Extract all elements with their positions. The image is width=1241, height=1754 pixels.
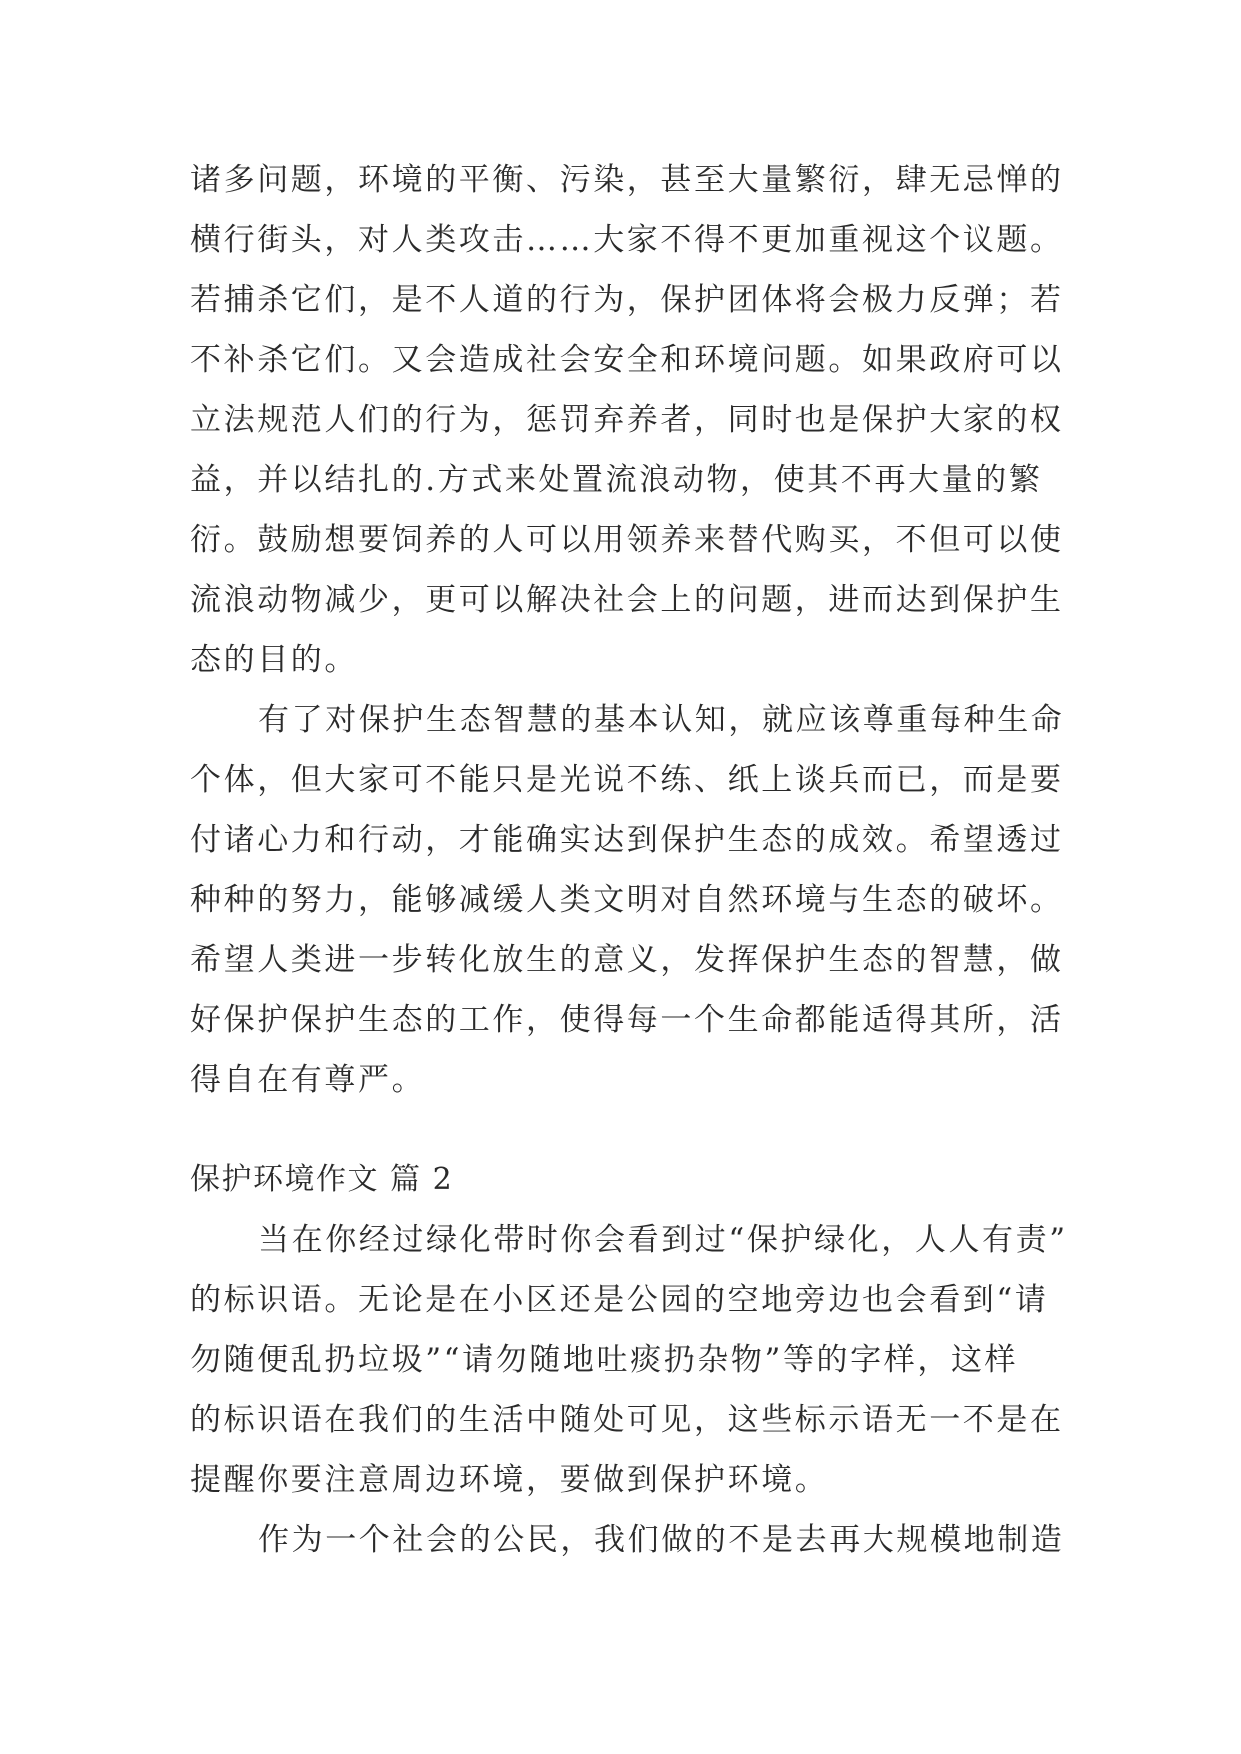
paragraph-first-line: 当在你经过绿化带时你会看到过“保护绿化，人人有责”	[258, 1222, 1068, 1258]
text-line: 态的目的。	[190, 642, 358, 678]
paragraph-first-line: 作为一个社会的公民，我们做的不是去再大规模地制造	[258, 1522, 1065, 1558]
text-line: 付诸心力和行动，才能确实达到保护生态的成效。希望透过	[190, 822, 1064, 858]
text-line: 的标识语。无论是在小区还是公园的空地旁边也会看到“请	[190, 1282, 1049, 1318]
text-line: 种种的努力，能够减缓人类文明对自然环境与生态的破坏。	[190, 882, 1064, 918]
section-1-body	[190, 150, 1070, 1110]
text-line: 得自在有尊严。	[190, 1062, 426, 1098]
text-line: 好保护保护生态的工作，使得每一个生命都能适得其所，活	[190, 1002, 1064, 1038]
text-line: 益，并以结扎的.方式来处置流浪动物，使其不再大量的繁	[190, 462, 1043, 498]
section-heading: 保护环境作文 篇 2	[190, 1162, 454, 1197]
text-line: 的标识语在我们的生活中随处可见，这些标示语无一不是在	[190, 1402, 1064, 1438]
text-line: 个体，但大家可不能只是光说不练、纸上谈兵而已，而是要	[190, 762, 1064, 798]
text-line: 勿随便乱扔垃圾”“请勿随地吐痰扔杂物”等的字样，这样	[190, 1342, 1019, 1378]
text-line: 若捕杀它们，是不人道的行为，保护团体将会极力反弹；若	[190, 282, 1064, 318]
text-line: 提醒你要注意周边环境，要做到保护环境。	[190, 1462, 829, 1498]
text-line: 希望人类进一步转化放生的意义，发挥保护生态的智慧，做	[190, 942, 1064, 978]
text-line: 横行街头，对人类攻击……大家不得不更加重视这个议题。	[190, 222, 1064, 258]
text-line: 立法规范人们的行为，惩罚弃养者，同时也是保护大家的权	[190, 402, 1064, 438]
text-line: 衍。鼓励想要饲养的人可以用领养来替代购买，不但可以使	[190, 522, 1064, 558]
section-2-body	[190, 1210, 1070, 1570]
paragraph-first-line: 有了对保护生态智慧的基本认知，就应该尊重每种生命	[258, 702, 1065, 738]
text-line: 诸多问题，环境的平衡、污染，甚至大量繁衍，肆无忌惮的	[190, 162, 1064, 198]
text-line: 不补杀它们。又会造成社会安全和环境问题。如果政府可以	[190, 342, 1064, 378]
text-line: 流浪动物减少，更可以解决社会上的问题，进而达到保护生	[190, 582, 1064, 618]
